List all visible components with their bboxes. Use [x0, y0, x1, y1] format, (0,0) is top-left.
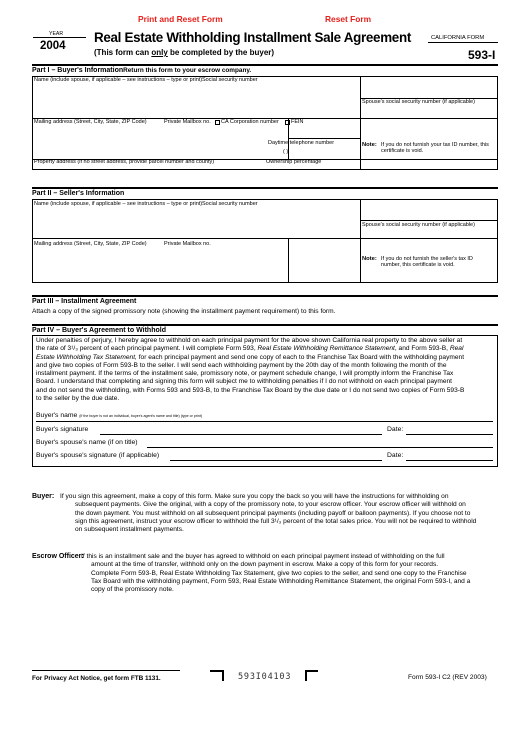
form-title: Real Estate Withholding Installment Sale Agreement: [94, 30, 411, 45]
part2-title: Part II – Seller's Information: [32, 190, 125, 197]
buyer-spouse-ssn-label: Spouse's social security number (if applicable): [362, 99, 475, 105]
daytime-phone-label: Daytime telephone number: [268, 140, 335, 146]
reset-form-button[interactable]: Reset Form: [325, 14, 372, 24]
buyer-signature-line[interactable]: [100, 434, 382, 435]
seller-pmb-label: Private Mailbox no.: [164, 241, 211, 247]
print-and-reset-button[interactable]: Print and Reset Form: [138, 14, 223, 24]
property-address-label: Property address (if no street address, provide parcel number and county): [34, 159, 215, 165]
seller-name-label: Name (include spouse, if applicable – see instructions – type or print): [34, 201, 203, 207]
ownership-label: Ownership percentage: [266, 159, 322, 165]
form-subtitle: (This form can only be completed by the buyer): [94, 48, 275, 57]
escrow-instructions-label: Escrow Officer:: [32, 553, 84, 560]
year-label: YEAR: [49, 31, 64, 37]
spouse-date-line[interactable]: [406, 460, 493, 461]
buyer-ssn-label: Social security number: [202, 77, 258, 83]
buyer-date-line[interactable]: [406, 434, 493, 435]
year-underline: [33, 37, 86, 38]
ca-form-underline: [428, 42, 498, 43]
seller-ssn-label: Social security number: [202, 201, 258, 207]
form-revision: Form 593-I C2 (REV 2003): [408, 674, 487, 681]
spouse-name-line[interactable]: [147, 447, 493, 448]
buyer-note-label: Note:: [362, 142, 377, 148]
california-form-label: CALIFORNIA FORM: [431, 35, 485, 41]
seller-spouse-ssn-label: Spouse's social security number (if applicable): [362, 222, 475, 228]
part2-bar: [32, 187, 498, 189]
ca-corp-label: CA Corporation number: [221, 119, 279, 125]
buyer-signature-label: Buyer's signature: [36, 426, 89, 433]
buyer-date-label: Date:: [387, 426, 404, 433]
tax-year: 2004: [40, 40, 66, 52]
buyer-mailing-label: Mailing address (Street, City, State, ZIP Code): [34, 119, 147, 125]
part4-bar: [32, 324, 498, 326]
buyer-pmb-label: Private Mailbox no.: [164, 119, 211, 125]
part3-title: Part III – Installment Agreement: [32, 298, 137, 305]
spouse-signature-line[interactable]: [170, 460, 382, 461]
form-number: 593-I: [468, 48, 496, 62]
spouse-name-label: Buyer's spouse's name (if on title): [36, 439, 138, 446]
buyer-name-line[interactable]: [36, 421, 493, 422]
part1-title: Part I – Buyer's InformationReturn this form to your escrow company.: [32, 67, 252, 74]
buyer-note-text: If you do not furnish your tax ID number, this certificate is void.: [381, 142, 489, 155]
buyer-instructions-label: Buyer:: [32, 493, 55, 500]
spouse-signature-label: Buyer's spouse's signature (if applicable): [36, 452, 160, 459]
footer-rule: [32, 670, 180, 671]
part4-title: Part IV – Buyer's Agreement to Withhold: [32, 327, 166, 334]
escrow-instructions-text: If this is an installment sale and the buyer has agreed to withhold on each principal payment instead of withholding on the full amount at the time of transfer, withhold only on the down payment in escrow. Make a copy of this form for your records. Complete Form 593-B, Real Estate Withholding Tax Statement, give two copies to the seller, and send one copy to the Franchise Tax Board with the withholding payment, Form 593, Real Estate Withholding Remittance Statement, the original Form 593-I, and a copy of the promissory note.: [81, 553, 471, 594]
barcode-number: 593I04103: [238, 672, 292, 682]
buyer-name-input[interactable]: [34, 85, 328, 101]
buyer-name-label-p4: Buyer's name (If the buyer is not an individual, buyer's agent's name and title) (type or print): [36, 412, 203, 419]
phone-parens: ( ): [283, 149, 289, 155]
spouse-date-label: Date:: [387, 452, 404, 459]
buyer-instructions-text: If you sign this agreement, make a copy of this form. Make sure you copy the back so you will have the instructions for withholding on subsequent payments. Give the original, with a copy of the promissory note, to your escrow officer. Your escrow officer will withhold on the down payment. You must withhold on all subsequent principal payments (including payoff or balloon payments). If you choose not to sign this agreement, instruct your escrow officer to withhold the full 3¹/₃ percent of the total sales price. You will not be required to withhold on subsequent installment payments.: [60, 493, 477, 534]
seller-note-text: If you do not furnish the seller's tax ID number, this certificate is void.: [381, 256, 473, 269]
seller-mailing-label: Mailing address (Street, City, State, ZIP Code): [34, 241, 147, 247]
part3-bar: [32, 295, 498, 297]
part3-text: Attach a copy of the signed promissory note (showing the installment payment requirement) to this form.: [32, 308, 336, 315]
ca-corp-checkbox[interactable]: [215, 120, 220, 125]
fein-checkbox[interactable]: [285, 120, 290, 125]
footer-bracket-left-top: [210, 670, 223, 672]
buyer-name-label: Name (include spouse, if applicable – see instructions – type or print): [34, 77, 203, 83]
part4-agreement-text: Under penalties of perjury, I hereby agree to withhold on each principal payment for the above shown California real property to the above seller at the rate of 3¹/₃ percent of each principal payment. I will complete Form 593, Real Estate Withholding Remittance Statement, and Form 593-B, Real Estate Withholding Tax Statement, for each principal payment and send one copy of each to the Franchise Tax Board with the withholding payment and give two copies of Form 593-B to the seller. I will send each withholding payment by the 20th day of the month following the month of the installment payment. If the terms of the installment sale, promissory note, or payment schedule change, I will promptly inform the Franchise Tax Board. I understand that completing and signing this form will subject me to withholding penalties if I do not withhold on each principal payment and do not send the withholding, with Forms 593 and 593-B, to the Franchise Tax Board by the due date or I do not send two copies of Form 593-B to the seller by the due date.: [36, 337, 465, 403]
footer-bracket-left: [222, 670, 224, 681]
footer-bracket-right: [305, 670, 307, 681]
footer-bracket-right-top: [305, 670, 318, 672]
seller-note-label: Note:: [362, 256, 377, 262]
privacy-notice: For Privacy Act Notice, get form FTB 1131.: [32, 675, 161, 682]
part1-bar: [32, 64, 498, 66]
fein-label: FEIN: [291, 119, 304, 125]
